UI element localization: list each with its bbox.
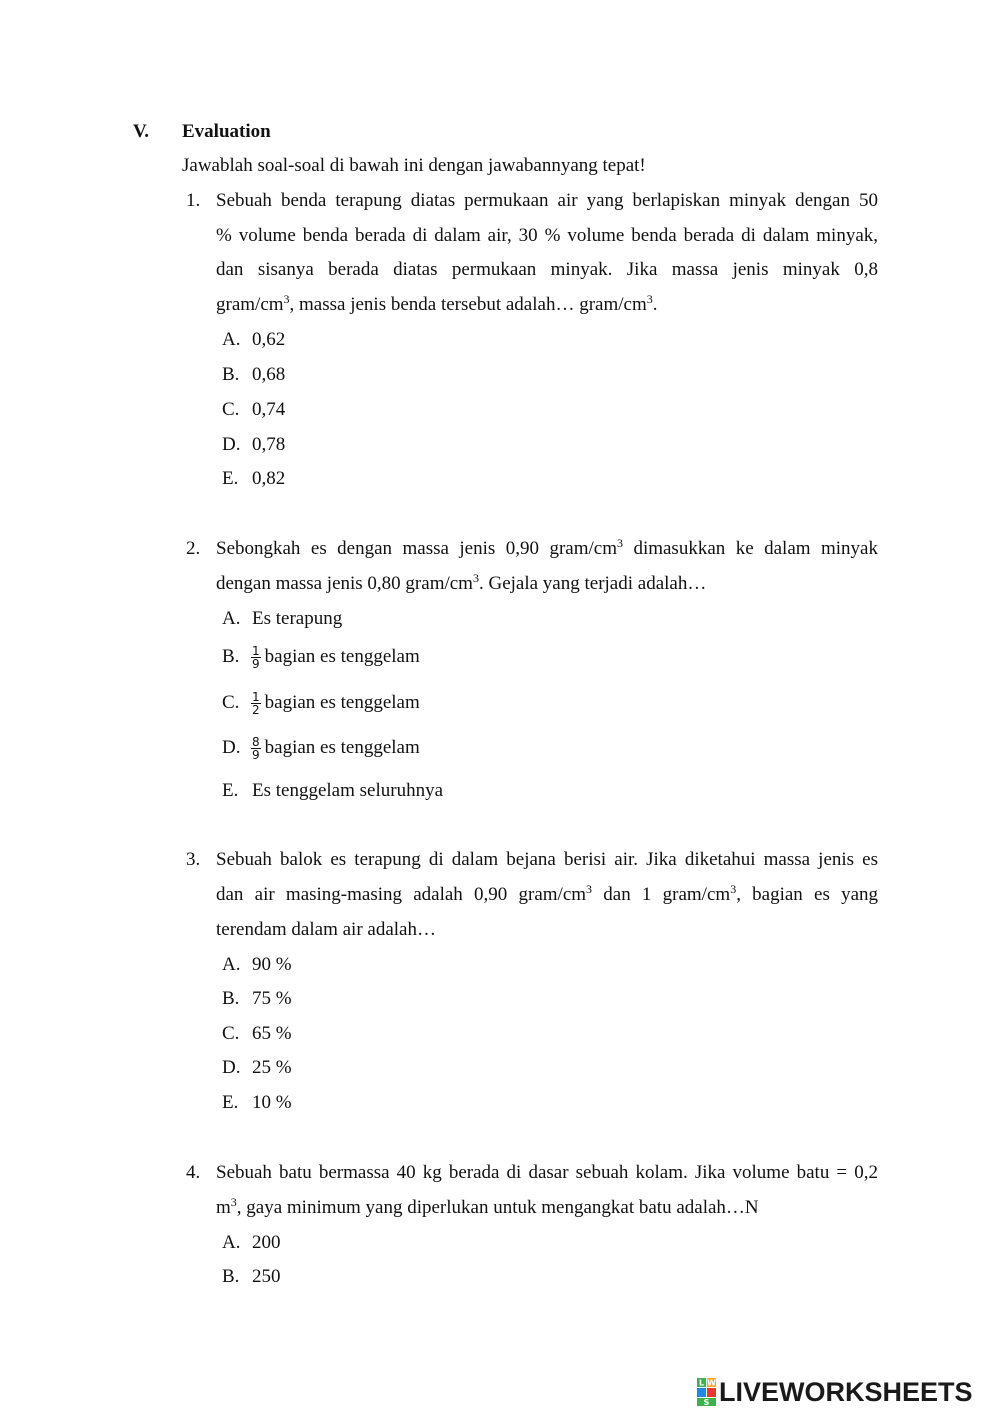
question-text-line: Sebongkah es dengan massa jenis 0,90 gram/$cm^3$ dimasukkan ke dalam minyak: [216, 536, 878, 559]
option-d: D. 0,78: [222, 434, 286, 455]
liveworksheets-logo[interactable]: [697, 1375, 973, 1409]
brand-name: LIVEWORKSHEETS: [719, 1376, 973, 1407]
fraction: $\frac{8}{9}$: [252, 735, 260, 762]
question-text-line: % volume benda berada di dalam air, 30 % volume benda berada di dalam minyak,: [216, 225, 878, 246]
option-b: B. 75 %: [222, 988, 292, 1009]
question-text-line: Sebuah benda terapung diatas permukaan air yang berlapiskan minyak dengan 50: [216, 190, 878, 211]
question-text-line: dan sisanya berada diatas permukaan minyak. Jika massa jenis minyak 0,8: [216, 259, 878, 280]
fraction: $\frac{1}{2}$: [252, 690, 260, 717]
option-a: A. 90 %: [222, 954, 292, 975]
option-a: A. Es terapung: [222, 608, 343, 629]
question-number: 4.: [186, 1162, 201, 1183]
question-text-line: dengan massa jenis 0,80 gram/$cm^3$. Gejala yang terjadi adalah…: [216, 571, 707, 594]
svg-text:S: S: [703, 1398, 710, 1407]
option-c: C. 65 %: [222, 1023, 292, 1044]
option-b: B. $\frac{1}{9}$ bagian es tenggelam: [222, 644, 420, 671]
option-e: E. 10 %: [222, 1092, 292, 1113]
question-text-line: $m^3$, gaya minimum yang diperlukan untuk mengangkat batu adalah…N: [216, 1195, 759, 1218]
liveworksheets-icon: [697, 1377, 717, 1407]
question-text-line: Sebuah batu bermassa 40 kg berada di dasar sebuah kolam. Jika volume batu = 0,2: [216, 1162, 878, 1183]
option-d: D. $\frac{8}{9}$ bagian es tenggelam: [222, 735, 420, 762]
option-c: C. $\frac{1}{2}$ bagian es tenggelam: [222, 690, 420, 717]
fraction: $\frac{1}{9}$: [252, 644, 260, 671]
question-text-line: Sebuah balok es terapung di dalam bejana berisi air. Jika diketahui massa jenis es: [216, 849, 878, 870]
question-number: 1.: [186, 190, 201, 211]
question-text-line: gram/$cm^3$, massa jenis benda tersebut adalah… gram/$cm^3$.: [216, 292, 658, 315]
question-text-line: dan air masing-masing adalah 0,90 gram/$cm^3$ dan 1 gram/$cm^3$, bagian es yang: [216, 882, 879, 905]
question-number: 3.: [186, 849, 201, 870]
option-b: B. 0,68: [222, 364, 286, 385]
question-number: 2.: [186, 538, 201, 559]
option-c: C. 0,74: [222, 399, 286, 420]
question-text-line: terendam dalam air adalah…: [216, 919, 436, 940]
section-title: Evaluation: [182, 121, 271, 142]
section-number: V.: [133, 121, 150, 142]
option-e: E. Es tenggelam seluruhnya: [222, 780, 444, 801]
option-a: A. 0,62: [222, 329, 286, 350]
option-b: B. 250: [222, 1266, 281, 1287]
svg-text:W: W: [707, 1378, 716, 1388]
svg-text:L: L: [698, 1378, 705, 1388]
option-d: D. 25 %: [222, 1057, 292, 1078]
option-e: E. 0,82: [222, 468, 286, 489]
instruction-text: Jawablah soal-soal di bawah ini dengan jawabannyang tepat!: [182, 155, 646, 176]
option-a: A. 200: [222, 1232, 281, 1253]
